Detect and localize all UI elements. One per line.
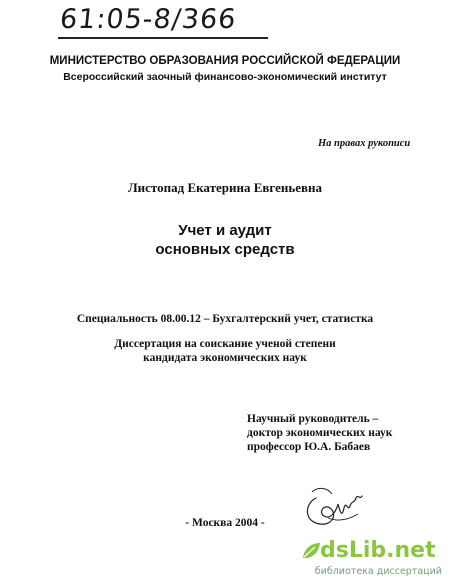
rights-note: На правах рукописи bbox=[318, 138, 411, 149]
city-year: - Москва 2004 - bbox=[185, 517, 265, 529]
thesis-title-line-1: Учет и аудит bbox=[178, 222, 272, 239]
supervisor-degree: доктор экономических наук bbox=[247, 427, 393, 439]
watermark bbox=[284, 538, 450, 582]
dissertation-line-2: кандидата экономических наук bbox=[143, 352, 307, 364]
ministry-heading: МИНИСТЕРСТВО ОБРАЗОВАНИЯ РОССИЙСКОЙ ФЕДЕРАЦИИ bbox=[49, 55, 401, 67]
supervisor-name: профессор Ю.А. Бабаев bbox=[247, 441, 371, 453]
archive-code: 61:05-8/366 bbox=[58, 4, 239, 35]
specialty-line: Специальность 08.00.12 – Бухгалтерский учет, статистка bbox=[76, 313, 374, 325]
watermark-logo[interactable]: dsLib.net bbox=[320, 538, 436, 563]
supervisor-label: Научный руководитель – bbox=[247, 413, 379, 425]
watermark-tagline: библиотека диссертаций bbox=[314, 566, 442, 577]
author-name: Листопад Екатерина Евгеньевна bbox=[127, 180, 323, 195]
thesis-title-line-2: основных средств bbox=[155, 241, 295, 258]
institute-name: Всероссийский заочный финансово-экономический институт bbox=[63, 71, 387, 83]
leaf-icon bbox=[300, 540, 322, 562]
archive-code-underline bbox=[58, 37, 268, 39]
dissertation-line-1: Диссертация на соискание ученой степени bbox=[114, 338, 336, 350]
